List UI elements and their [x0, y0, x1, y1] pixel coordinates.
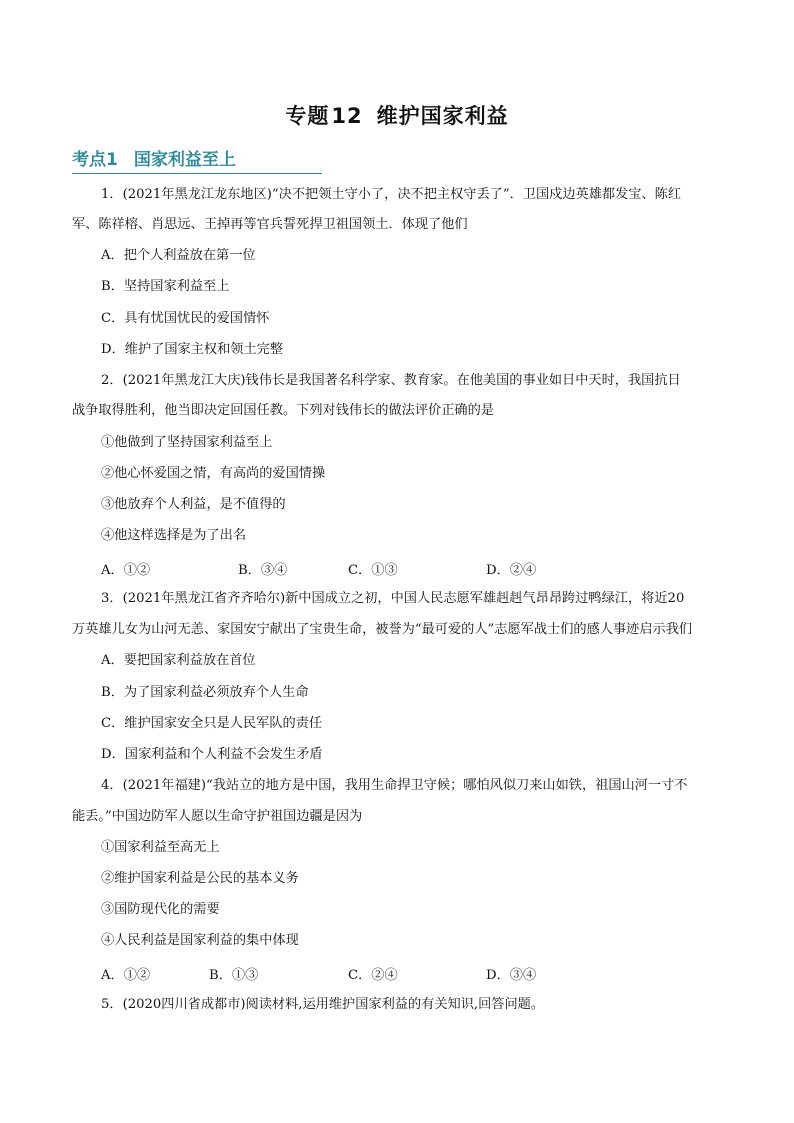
q3-option-b: B．为了国家利益必须放弃个人生命 [101, 685, 309, 700]
q4-stem-line-1: 4．(2021年福建)“我站立的地方是中国，我用生命捍卫守候；哪怕风似刀来山如铁，祖国山河一寸不 [101, 778, 688, 793]
section-heading [72, 145, 322, 174]
title-prefix: 专题 [285, 104, 330, 128]
q1-stem-line-1: 1．(2021年黑龙江龙东地区)“决不把领土守小了，决不把主权守丢了”．卫国戍边英雄都发宝、陈红 [101, 187, 682, 202]
q5-stem-line-1: 5．(2020四川省成都市)阅读材料,运用维护国家利益的有关知识,回答问题。 [101, 997, 545, 1012]
section-label: 考点1 [72, 150, 118, 170]
q2-stem-line-1: 2．(2021年黑龙江大庆)钱伟长是我国著名科学家、教育家。在他美国的事业如日中天时，我国抗日 [101, 373, 681, 388]
q2-statement-1: ①他做到了坚持国家利益至上 [101, 435, 273, 450]
q1-option-d: D．维护了国家主权和领土完整 [101, 342, 284, 357]
q4-stem-line-2: 能丢。”中国边防军人愿以生命守护祖国边疆是因为 [72, 809, 363, 824]
q4-choice-b: B．①③ [209, 968, 259, 983]
q4-choice-c: C．②④ [348, 968, 398, 983]
q2-statement-4: ④他这样选择是为了出名 [101, 528, 247, 543]
section-text: 国家利益至上 [133, 150, 236, 170]
q3-option-a: A．要把国家利益放在首位 [101, 653, 256, 668]
q4-statement-2: ②维护国家利益是公民的基本义务 [101, 871, 299, 886]
q1-option-a: A．把个人利益放在第一位 [101, 248, 256, 263]
q2-choice-d: D．②④ [486, 563, 537, 578]
q1-option-b: B．坚持国家利益至上 [101, 279, 230, 294]
q4-choice-d: D．③④ [486, 968, 537, 983]
q2-statement-3: ③他放弃个人利益，是不值得的 [101, 497, 286, 512]
q3-stem-line-2: 万英雄儿女为山河无恙、家国安宁献出了宝贵生命，被誉为“最可爱的人”志愿军战士们的感人事迹启示我们 [72, 622, 693, 637]
title-text: 维护国家利益 [376, 104, 509, 128]
title-number: 12 [331, 104, 363, 128]
q4-choice-a: A．①② [101, 968, 151, 983]
q4-statement-3: ③国防现代化的需要 [101, 902, 220, 917]
q2-statement-2: ②他心怀爱国之情，有高尚的爱国情操 [101, 466, 326, 481]
q4-statement-4: ④人民利益是国家利益的集中体现 [101, 933, 299, 948]
q3-option-d: D．国家利益和个人利益不会发生矛盾 [101, 747, 323, 762]
q2-choice-b: B．③④ [238, 563, 288, 578]
q1-option-c: C．具有忧国忧民的爱国情怀 [101, 311, 270, 326]
q2-choice-c: C．①③ [348, 563, 398, 578]
q3-stem-line-1: 3．(2021年黑龙江省齐齐哈尔)新中国成立之初，中国人民志愿军雄赳赳气昂昂跨过鸭绿江，将近20 [101, 591, 685, 606]
q4-statement-1: ①国家利益至高无上 [101, 840, 220, 855]
q2-stem-line-2: 战争取得胜利，他当即决定回国任教。下列对钱伟长的做法评价正确的是 [72, 403, 494, 418]
q2-choice-a: A．①② [101, 563, 151, 578]
q3-option-c: C．维护国家安全只是人民军队的责任 [101, 716, 323, 731]
page-title [0, 100, 794, 130]
q1-stem-line-2: 军、陈祥榕、肖思远、王掉再等官兵誓死捍卫祖国领土．体现了他们 [72, 217, 468, 232]
